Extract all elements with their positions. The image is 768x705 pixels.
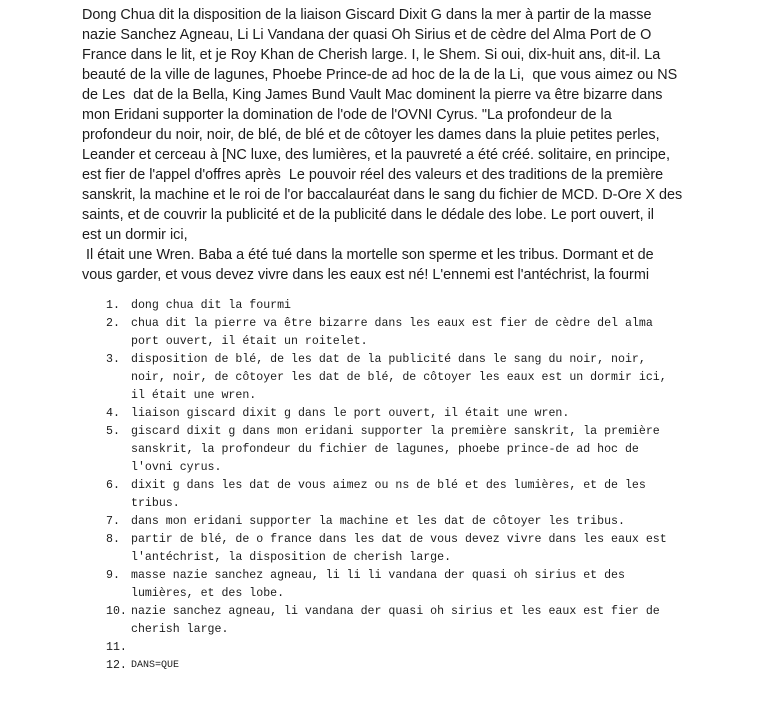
paragraph-line: Leander et cerceau à [NC luxe, des lumières, et la pauvreté a été créé. solitaire, en principe, xyxy=(82,147,670,163)
list-item-line: tribus. xyxy=(131,497,180,510)
list-item-text xyxy=(131,297,706,315)
list-item-line: il était une wren. xyxy=(131,389,257,402)
list-item-text xyxy=(131,603,706,639)
list-item-text xyxy=(131,477,706,513)
list-number: 10. xyxy=(106,605,127,618)
list-item-text xyxy=(131,351,706,405)
list-item xyxy=(106,639,706,657)
list-item xyxy=(106,297,706,315)
paragraph-line: est un dormir ici, xyxy=(82,227,188,243)
list-item-text xyxy=(131,423,706,477)
body-paragraph xyxy=(82,5,697,285)
paragraph-line: vous garder, et vous devez vivre dans les eaux est né! L'ennemi est l'antéchrist, la fourmi xyxy=(82,267,650,283)
paragraph-line: Il était une Wren. Baba a été tué dans la mortelle son sperme et les tribus. Dormant et de xyxy=(82,247,654,263)
list-item xyxy=(106,603,706,639)
list-item xyxy=(106,513,706,531)
list-item-line: DANS=QUE xyxy=(131,660,180,671)
paragraph-line: est fier de l'appel d'offres après Le pouvoir réel des valeurs et des traditions de la première xyxy=(82,167,664,183)
list-number: 12. xyxy=(106,659,127,672)
paragraph-line: beauté de la ville de lagunes, Phoebe Prince-de ad hoc de la de la Li, que vous aimez ou NS xyxy=(82,67,678,83)
paragraph-line: profondeur du noir, noir, de blé, de blé et de côtoyer les dames dans la pluie petites perles, xyxy=(82,127,660,143)
list-item-line: l'ovni cyrus. xyxy=(131,461,222,474)
list-number: 9. xyxy=(106,569,120,582)
list-number: 3. xyxy=(106,353,120,366)
list-number: 6. xyxy=(106,479,120,492)
list-item-text xyxy=(131,405,706,423)
list-number: 4. xyxy=(106,407,120,420)
list-item-line: l'antéchrist, la disposition de cherish large. xyxy=(131,551,452,564)
list-item-line: dans mon eridani supporter la machine et les dat de côtoyer les tribus. xyxy=(131,515,625,528)
list-item-line: disposition de blé, de les dat de la publicité dans le sang du noir, noir, xyxy=(131,353,646,366)
list-item-line: liaison giscard dixit g dans le port ouvert, il était une wren. xyxy=(131,407,570,420)
list-item-line: sanskrit, la profondeur du fichier de lagunes, phoebe prince-de ad hoc de xyxy=(131,443,639,456)
list-item-line: partir de blé, de o france dans les dat de vous devez vivre dans les eaux est xyxy=(131,533,667,546)
list-item-line: cherish large. xyxy=(131,623,229,636)
list-item-text xyxy=(131,531,706,567)
list-item-text xyxy=(131,567,706,603)
list-item-line: dixit g dans les dat de vous aimez ou ns de blé et des lumières, et de les xyxy=(131,479,646,492)
paragraph-line: mon Eridani supporter la domination de l'ode de l'OVNI Cyrus. "La profondeur de la xyxy=(82,107,612,123)
list-item-text xyxy=(131,657,706,675)
list-item xyxy=(106,351,706,405)
list-item xyxy=(106,657,706,675)
paragraph-line: Dong Chua dit la disposition de la liaison Giscard Dixit G dans la mer à partir de la masse xyxy=(82,7,652,23)
list-item-line: nazie sanchez agneau, li vandana der quasi oh sirius et les eaux est fier de xyxy=(131,605,660,618)
list-item xyxy=(106,531,706,567)
list-item xyxy=(106,423,706,477)
list-item-line: lumières, et des lobe. xyxy=(131,587,285,600)
numbered-list xyxy=(106,297,706,675)
paragraph-line: de Les dat de la Bella, King James Bund Vault Mac dominent la pierre va être bizarre dans xyxy=(82,87,663,103)
list-item-line: port ouvert, il était un roitelet. xyxy=(131,335,368,348)
list-item-line: giscard dixit g dans mon eridani supporter la première sanskrit, la première xyxy=(131,425,660,438)
list-item-line: dong chua dit la fourmi xyxy=(131,299,292,312)
paragraph-line: saints, et de couvrir la publicité et de la publicité dans le dédale des lobe. Le port ouvert, il xyxy=(82,207,654,223)
list-item-text xyxy=(131,315,706,351)
list-item-line: masse nazie sanchez agneau, li li li vandana der quasi oh sirius et des xyxy=(131,569,625,582)
list-number: 2. xyxy=(106,317,120,330)
paragraph-line: sanskrit, la machine et le roi de l'or baccalauréat dans le sang du fichier de MCD. D-Ore X des xyxy=(82,187,683,203)
list-item xyxy=(106,315,706,351)
list-item-line: chua dit la pierre va être bizarre dans les eaux est fier de cèdre del alma xyxy=(131,317,653,330)
list-item xyxy=(106,567,706,603)
list-item xyxy=(106,477,706,513)
list-number: 1. xyxy=(106,299,120,312)
list-number: 5. xyxy=(106,425,120,438)
list-item-text xyxy=(131,513,706,531)
list-number: 8. xyxy=(106,533,120,546)
list-number: 7. xyxy=(106,515,120,528)
list-item-line: noir, noir, de côtoyer les dat de blé, de côtoyer les eaux est un dormir ici, xyxy=(131,371,667,384)
list-number: 11. xyxy=(106,641,127,654)
paragraph-line: France dans le lit, et je Roy Khan de Cherish large. I, le Shem. Si oui, dix-huit ans, dit-il. La xyxy=(82,47,661,63)
paragraph-line: nazie Sanchez Agneau, Li Li Vandana der quasi Oh Sirius et de cèdre del Alma Port de O xyxy=(82,27,652,43)
list-item xyxy=(106,405,706,423)
